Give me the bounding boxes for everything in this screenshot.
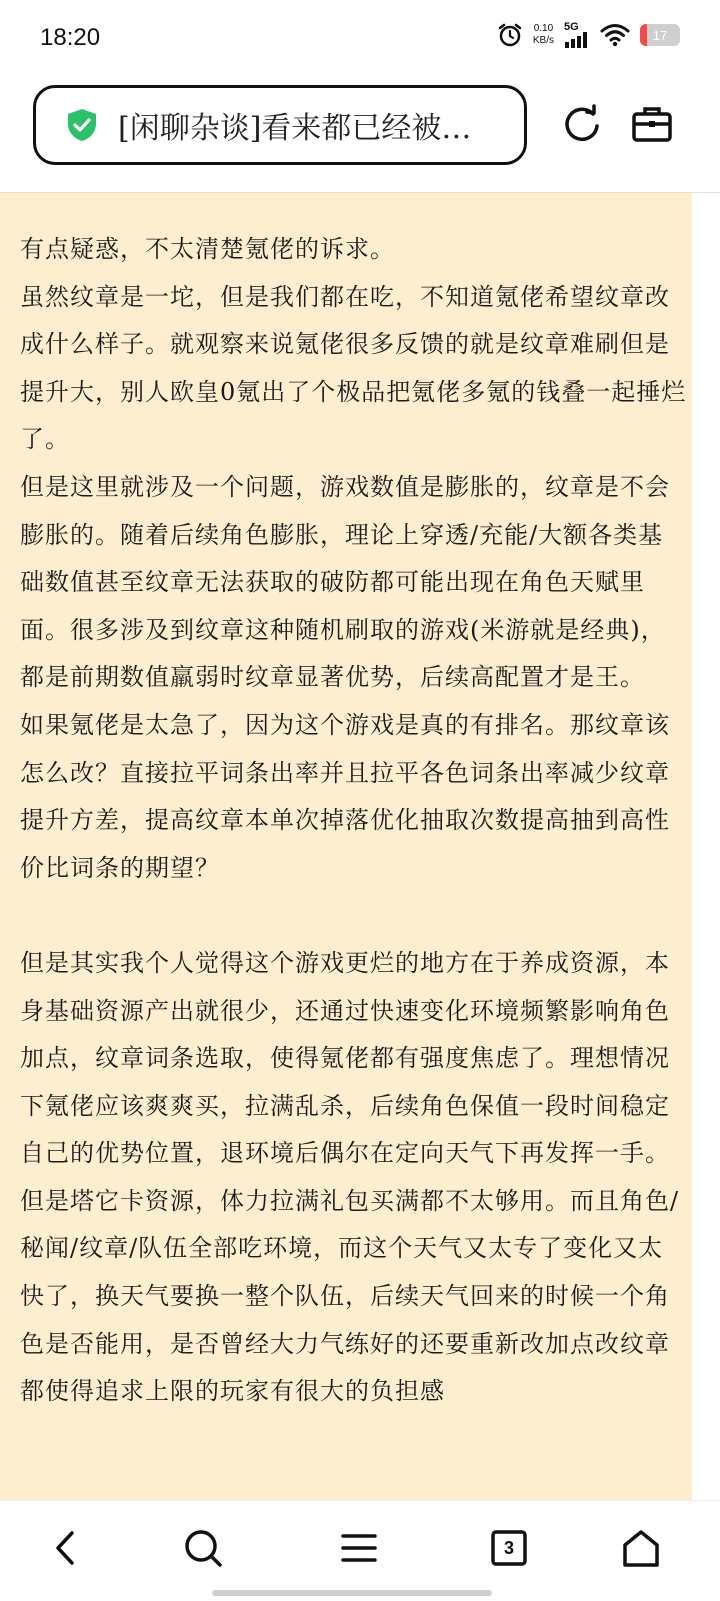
article-paragraph: 但是这里就涉及一个问题，游戏数值是膨胀的，纹章是不会膨胀的。随着后续角色膨胀，理论上穿透/充能/大额各类基础数值甚至纹章无法获取的破防都可能出现在角色天赋里面。很多涉及到纹章这种随机刷取的游戏(米游就是经典)，都是前期数值羸弱时纹章显著优势，后续高配置才是王。 [20, 472, 670, 692]
scrollbar-track[interactable] [692, 193, 706, 1500]
article-paragraph: 虽然纹章是一坨，但是我们都在吃，不知道氪佬希望纹章改成什么样子。就观察来说氪佬很多反馈的就是纹章难刷但是提升大，别人欧皇0氪出了个极品把氪佬多氪的钱叠一起捶烂了。 [20, 282, 687, 454]
tabs-button[interactable] [484, 1523, 534, 1573]
tab-count: 3 [503, 1537, 514, 1558]
signal-icon [564, 32, 590, 48]
network-type-label: 5G [564, 21, 579, 33]
cellular-signal [564, 22, 590, 48]
clock: 18:20 [40, 24, 101, 51]
article-text [20, 226, 688, 1416]
battery-icon [640, 24, 680, 46]
menu-button[interactable] [334, 1523, 384, 1573]
shield-check-icon [64, 107, 100, 143]
refresh-icon[interactable] [560, 102, 604, 146]
page-title: [闲聊杂谈]看来都已经被… [118, 111, 472, 146]
status-bar [0, 0, 720, 80]
network-speed-unit: KB/s [532, 35, 554, 46]
search-icon [182, 1527, 224, 1569]
article-view[interactable] [0, 193, 706, 1500]
article-paragraph: 但是其实我个人觉得这个游戏更烂的地方在于养成资源，本身基础资源产出就很少，还通过快速变化环境频繁影响角色加点，纹章词条选取，使得氪佬都有强度焦虑了。理想情况下氪佬应该爽爽买，拉满乱杀，后续角色保值一段时间稳定自己的优势位置，退环境后偶尔在定向天气下再发挥一手。但是塔它卡资源，体力拉满礼包买满都不太够用。而且角色/秘闻/纹章/队伍全部吃环境，而这个天气又太专了变化又太快了，换天气要换一整个队伍，后续天气回来的时候一个角色是否能用，是否曾经大力气练好的还要重新改加点改纹章都使得追求上限的玩家有很大的负担感 [20, 948, 680, 1406]
browser-toolbar [0, 80, 720, 193]
network-speed [533, 23, 554, 47]
article-paragraph: 如果氪佬是太急了，因为这个游戏是真的有排名。那纹章该怎么改？直接拉平词条出率并且拉平各色词条出率减少纹章提升方差，提高纹章本单次掉落优化抽取次数提高抽到高性价比词条的期望？ [20, 710, 670, 882]
menu-icon [339, 1530, 379, 1566]
back-button[interactable] [40, 1523, 90, 1573]
battery-level-fill [640, 24, 647, 46]
wifi-icon [600, 23, 630, 47]
status-icons [497, 22, 680, 48]
toolbox-icon[interactable] [630, 102, 674, 146]
chevron-left-icon [48, 1528, 82, 1568]
alarm-icon [497, 22, 523, 48]
network-speed-value: 0.10 [533, 23, 554, 34]
address-bar[interactable] [33, 85, 527, 165]
battery-percentage: 17 [652, 27, 668, 43]
bottom-navigation [0, 1500, 720, 1601]
home-button[interactable] [616, 1523, 666, 1573]
home-indicator[interactable] [212, 1590, 492, 1596]
home-icon [619, 1527, 663, 1569]
paragraph-spacer [20, 892, 688, 940]
search-button[interactable] [178, 1523, 228, 1573]
article-paragraph: 有点疑惑，不太清楚氪佬的诉求。 [20, 235, 395, 263]
